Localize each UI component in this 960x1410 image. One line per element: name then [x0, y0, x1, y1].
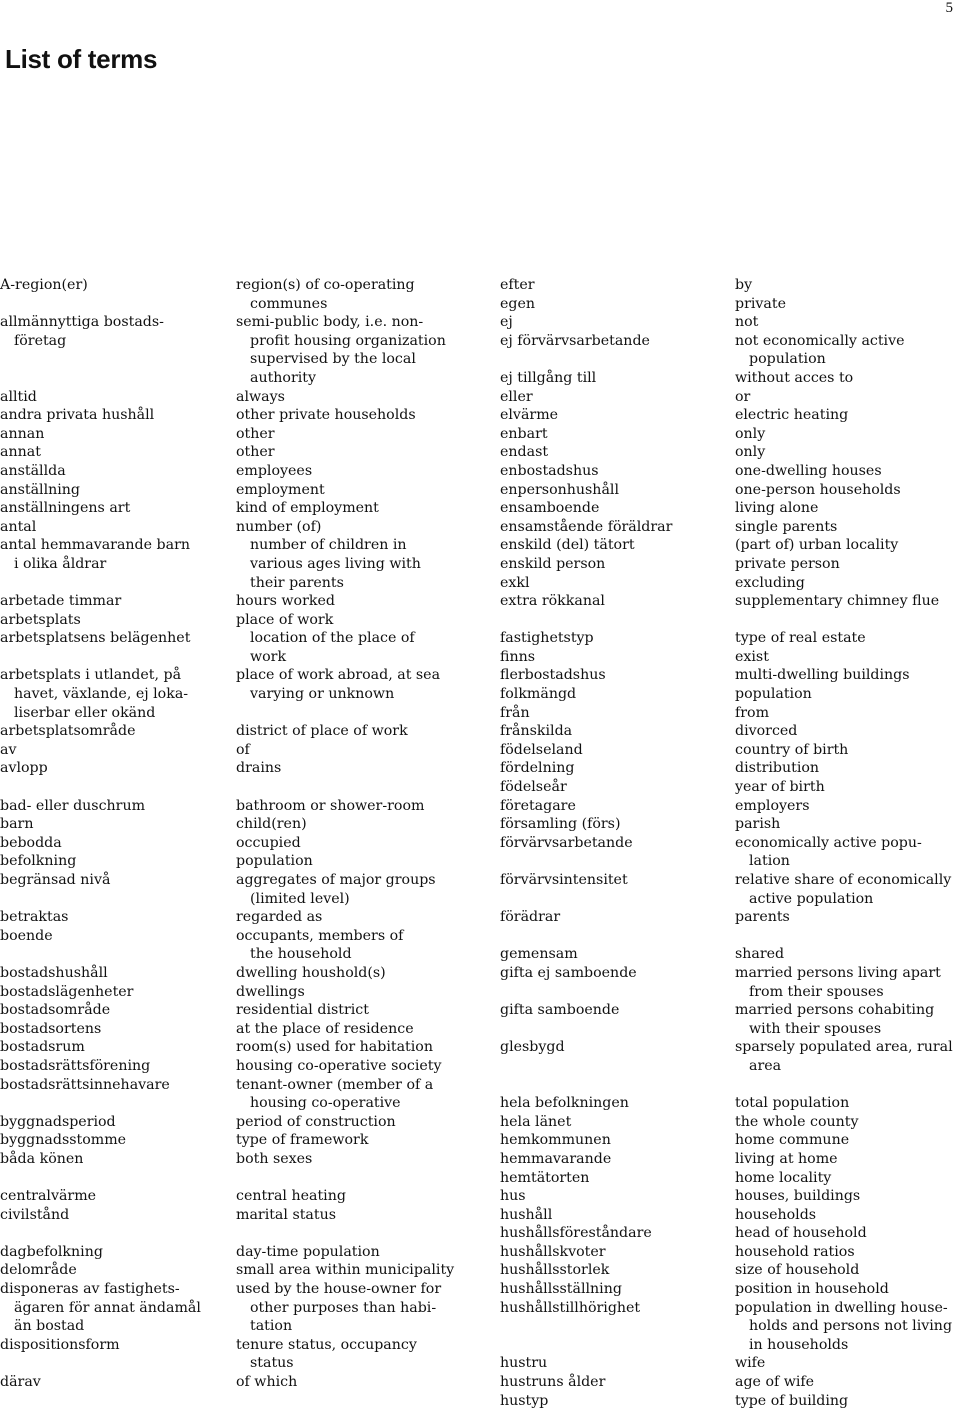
- term-line: betraktas: [0, 909, 69, 926]
- term-line: place of work abroad, at sea: [236, 667, 441, 684]
- blank-line: [735, 611, 953, 630]
- term-line: enbostadshus: [500, 462, 599, 479]
- term-line: hemkommunen: [500, 1132, 611, 1149]
- english-translations-column-2: [735, 276, 953, 1410]
- term-line: arbetade timmar: [0, 593, 122, 610]
- term-line: private person: [735, 555, 840, 572]
- term-line: relative share of economically: [735, 872, 952, 888]
- blank-line: [0, 1094, 201, 1113]
- blank-line: [236, 704, 454, 723]
- term-line: type of real estate: [735, 630, 866, 647]
- page-title: List of terms: [5, 44, 158, 74]
- term-line: barn: [0, 816, 34, 833]
- term-line: hushållskvoter: [500, 1243, 606, 1260]
- term-line: not: [735, 314, 759, 331]
- term-line: region(s) of co-operating: [236, 277, 415, 293]
- term-line: living alone: [735, 500, 819, 517]
- term-line: civilstånd: [0, 1206, 70, 1223]
- term-line: age of wife: [735, 1374, 815, 1391]
- term-line: byggnadsperiod: [0, 1113, 116, 1130]
- term-continuation-line: housing co-operative: [250, 1095, 401, 1112]
- term-line: hushållsställning: [500, 1281, 622, 1298]
- term-line: population in dwelling house-: [735, 1299, 948, 1316]
- term-line: residential district: [236, 1002, 369, 1019]
- term-line: båda könen: [0, 1150, 84, 1167]
- term-line: hushållsstorlek: [500, 1262, 610, 1279]
- term-line: total population: [735, 1095, 850, 1112]
- blank-line: [500, 1317, 672, 1336]
- english-translations-column-1: [236, 276, 454, 1392]
- term-line: aggregates of major groups: [236, 872, 436, 888]
- term-line: married persons cohabiting: [735, 1002, 935, 1019]
- term-line: always: [236, 388, 285, 405]
- term-line: arbetsplatsens belägenhet: [0, 630, 191, 647]
- term-line: exkl: [500, 574, 530, 591]
- term-line: bostadsrättsförening: [0, 1057, 151, 1074]
- term-line: enskild (del) tätort: [500, 537, 635, 554]
- term-line: occupied: [236, 834, 301, 851]
- term-line: at the place of residence: [236, 1020, 414, 1037]
- term-line: bostadsområde: [0, 1002, 111, 1019]
- term-line: fördelning: [500, 760, 575, 777]
- term-line: hela länet: [500, 1113, 572, 1130]
- term-continuation-line: lation: [749, 853, 790, 870]
- term-continuation-line: supervised by the local: [250, 351, 416, 368]
- term-line: förädrar: [500, 909, 561, 926]
- term-line: glesbygd: [500, 1039, 565, 1056]
- term-line: ej tillgång till: [500, 369, 597, 386]
- term-line: wife: [735, 1355, 766, 1372]
- term-line: housing co-operative society: [236, 1057, 442, 1074]
- term-line: anställningens art: [0, 500, 131, 517]
- term-line: employers: [735, 797, 810, 814]
- term-line: other: [236, 444, 275, 461]
- term-line: both sexes: [236, 1150, 313, 1167]
- term-line: divorced: [735, 723, 798, 740]
- term-line: hours worked: [236, 593, 335, 610]
- term-line: disponeras av fastighets-: [0, 1281, 180, 1298]
- term-line: annan: [0, 425, 45, 442]
- term-line: multi-dwelling buildings: [735, 667, 910, 684]
- term-line: period of construction: [236, 1113, 396, 1130]
- blank-line: [0, 1169, 201, 1188]
- term-line: district of place of work: [236, 723, 408, 740]
- term-line: central heating: [236, 1188, 346, 1205]
- term-line: av: [0, 741, 17, 758]
- blank-line: [0, 295, 201, 314]
- term-line: day-time population: [236, 1243, 380, 1260]
- swedish-terms-column-1: [0, 276, 201, 1392]
- term-line: shared: [735, 946, 785, 963]
- term-line: flerbostadshus: [500, 667, 606, 684]
- term-line: semi-public body, i.e. non-: [236, 314, 424, 331]
- term-line: egen: [500, 295, 536, 312]
- term-line: head of household: [735, 1225, 867, 1242]
- blank-line: [0, 350, 201, 369]
- term-line: bostadshushåll: [0, 964, 108, 981]
- term-line: only: [735, 444, 766, 461]
- term-line: other: [236, 425, 275, 442]
- term-line: gifta samboende: [500, 1002, 620, 1019]
- blank-line: [0, 648, 201, 667]
- term-line: delområde: [0, 1262, 77, 1279]
- term-line: household ratios: [735, 1243, 855, 1260]
- term-line: one-dwelling houses: [735, 462, 882, 479]
- term-line: hushållstillhörighet: [500, 1299, 641, 1316]
- term-line: home commune: [735, 1132, 850, 1149]
- term-line: hustru: [500, 1355, 548, 1372]
- term-line: employment: [236, 481, 325, 498]
- blank-line: [236, 1169, 454, 1188]
- term-continuation-line: havet, växlande, ej loka-: [14, 686, 189, 703]
- term-line: extra rökkanal: [500, 593, 605, 610]
- term-line: room(s) used for habitation: [236, 1039, 433, 1056]
- term-line: exist: [735, 648, 769, 665]
- term-line: parish: [735, 816, 781, 833]
- term-line: kind of employment: [236, 500, 379, 517]
- term-line: ensamstående föräldrar: [500, 518, 673, 535]
- term-line: private: [735, 295, 786, 312]
- term-line: förvärvsintensitet: [500, 872, 628, 888]
- blank-line: [0, 369, 201, 388]
- term-line: alltid: [0, 388, 37, 405]
- term-line: A-region(er): [0, 277, 88, 293]
- term-line: from: [735, 704, 770, 721]
- term-line: ensamboende: [500, 500, 600, 517]
- term-line: small area within municipality: [236, 1262, 455, 1279]
- term-line: place of work: [236, 611, 334, 628]
- term-line: country of birth: [735, 741, 849, 758]
- blank-line: [236, 1224, 454, 1243]
- term-line: hustruns ålder: [500, 1374, 606, 1391]
- term-continuation-line: varying or unknown: [250, 686, 395, 703]
- term-line: position in household: [735, 1281, 889, 1298]
- term-line: bostadsortens: [0, 1020, 102, 1037]
- term-line: one-person households: [735, 481, 901, 498]
- term-line: dwellings: [236, 983, 305, 1000]
- term-continuation-line: area: [749, 1057, 782, 1074]
- term-line: anställda: [0, 462, 66, 479]
- term-line: population: [236, 853, 313, 870]
- blank-line: [500, 927, 672, 946]
- term-line: gemensam: [500, 946, 578, 963]
- term-line: frånskilda: [500, 723, 573, 740]
- term-line: eller: [500, 388, 533, 405]
- term-line: bad- eller duschrum: [0, 797, 146, 814]
- term-line: home locality: [735, 1169, 832, 1186]
- term-continuation-line: in households: [749, 1336, 849, 1353]
- term-line: enskild person: [500, 555, 606, 572]
- term-continuation-line: communes: [250, 295, 328, 312]
- term-line: dispositionsform: [0, 1336, 120, 1353]
- blank-line: [500, 890, 672, 909]
- term-continuation-line: work: [250, 648, 287, 665]
- term-line: type of building: [735, 1392, 849, 1409]
- term-line: child(ren): [236, 816, 307, 833]
- term-line: bostadsrum: [0, 1039, 85, 1056]
- blank-line: [0, 778, 201, 797]
- term-line: arbetsplats i utlandet, på: [0, 667, 182, 684]
- term-line: of: [236, 741, 250, 758]
- term-continuation-line: their parents: [250, 574, 344, 591]
- term-line: enbart: [500, 425, 548, 442]
- blank-line: [500, 1076, 672, 1095]
- term-line: annat: [0, 444, 41, 461]
- term-line: gifta ej samboende: [500, 964, 637, 981]
- term-continuation-line: other purposes than habi-: [250, 1299, 437, 1316]
- term-line: bathroom or shower-room: [236, 797, 425, 814]
- blank-line: [500, 1057, 672, 1076]
- blank-line: [0, 1224, 201, 1243]
- term-continuation-line: status: [250, 1355, 294, 1372]
- term-line: arbetsplatsområde: [0, 723, 136, 740]
- term-line: number (of): [236, 518, 322, 535]
- term-line: hushåll: [500, 1206, 553, 1223]
- term-continuation-line: the household: [250, 946, 352, 963]
- term-line: occupants, members of: [236, 927, 404, 944]
- term-line: allmännyttiga bostads-: [0, 314, 164, 331]
- term-line: type of framework: [236, 1132, 369, 1149]
- blank-line: [500, 1336, 672, 1355]
- term-continuation-line: företag: [14, 332, 67, 349]
- term-line: or: [735, 388, 751, 405]
- term-line: supplementary chimney flue: [735, 593, 940, 610]
- term-line: dagbefolkning: [0, 1243, 103, 1260]
- term-line: hela befolkningen: [500, 1095, 629, 1112]
- blank-line: [500, 852, 672, 871]
- term-continuation-line: from their spouses: [749, 983, 884, 1000]
- term-line: parents: [735, 909, 790, 926]
- term-continuation-line: ägaren för annat ändamål: [14, 1299, 201, 1316]
- term-line: sparsely populated area, rural: [735, 1039, 953, 1056]
- term-continuation-line: various ages living with: [250, 555, 421, 572]
- term-line: antal: [0, 518, 37, 535]
- term-line: födelseår: [500, 779, 567, 796]
- term-line: excluding: [735, 574, 805, 591]
- term-line: födelseland: [500, 741, 583, 758]
- blank-line: [0, 890, 201, 909]
- term-line: economically active popu-: [735, 834, 922, 851]
- term-line: företagare: [500, 797, 576, 814]
- term-line: households: [735, 1206, 817, 1223]
- term-continuation-line: population: [749, 351, 826, 368]
- term-line: finns: [500, 648, 536, 665]
- term-line: employees: [236, 462, 313, 479]
- term-line: hemmavarande: [500, 1150, 612, 1167]
- swedish-terms-column-2: [500, 276, 672, 1410]
- term-line: drains: [236, 760, 282, 777]
- term-line: byggnadsstomme: [0, 1132, 127, 1149]
- term-line: size of household: [735, 1262, 860, 1279]
- term-line: bebodda: [0, 834, 62, 851]
- term-line: andra privata hushåll: [0, 407, 155, 424]
- term-line: enpersonhushåll: [500, 481, 619, 498]
- term-line: used by the house-owner for: [236, 1281, 442, 1298]
- term-continuation-line: i olika åldrar: [14, 555, 107, 572]
- term-line: single parents: [735, 518, 838, 535]
- term-line: the whole county: [735, 1113, 859, 1130]
- term-line: of which: [236, 1374, 298, 1391]
- blank-line: [0, 945, 201, 964]
- term-line: bostadsrättsinnehavare: [0, 1076, 170, 1093]
- term-line: hustyp: [500, 1392, 549, 1409]
- blank-line: [500, 611, 672, 630]
- term-line: ej förvärvsarbetande: [500, 332, 650, 349]
- page-number: 5: [945, 0, 953, 16]
- term-line: marital status: [236, 1206, 336, 1223]
- term-line: arbetsplats: [0, 611, 81, 628]
- term-line: därav: [0, 1374, 41, 1391]
- term-continuation-line: liserbar eller okänd: [14, 704, 156, 721]
- blank-line: [500, 983, 672, 1002]
- term-line: other private households: [236, 407, 416, 424]
- term-continuation-line: profit housing organization: [250, 332, 446, 349]
- term-line: tenant-owner (member of a: [236, 1076, 434, 1093]
- term-line: by: [735, 277, 753, 293]
- term-continuation-line: authority: [250, 369, 317, 386]
- term-line: efter: [500, 277, 535, 293]
- blank-line: [735, 1076, 953, 1095]
- term-line: population: [735, 686, 812, 703]
- term-line: electric heating: [735, 407, 849, 424]
- term-line: only: [735, 425, 766, 442]
- term-line: fastighetstyp: [500, 630, 594, 647]
- term-line: without acces to: [735, 369, 854, 386]
- term-line: avlopp: [0, 760, 48, 777]
- term-line: tenure status, occupancy: [236, 1336, 417, 1353]
- term-continuation-line: active population: [749, 890, 874, 907]
- term-line: hemtätorten: [500, 1169, 590, 1186]
- term-line: married persons living apart: [735, 964, 941, 981]
- term-continuation-line: location of the place of: [250, 630, 415, 647]
- term-line: centralvärme: [0, 1188, 97, 1205]
- term-line: befolkning: [0, 853, 77, 870]
- blank-line: [0, 574, 201, 593]
- term-line: folkmängd: [500, 686, 577, 703]
- term-line: ej: [500, 314, 513, 331]
- term-continuation-line: with their spouses: [749, 1020, 882, 1037]
- term-line: antal hemmavarande barn: [0, 537, 191, 554]
- term-line: year of birth: [735, 779, 825, 796]
- term-continuation-line: number of children in: [250, 537, 407, 554]
- term-line: houses, buildings: [735, 1188, 861, 1205]
- term-line: distribution: [735, 760, 820, 777]
- term-line: anställning: [0, 481, 81, 498]
- term-line: elvärme: [500, 407, 559, 424]
- blank-line: [500, 350, 672, 369]
- term-line: not economically active: [735, 332, 905, 349]
- term-continuation-line: tation: [250, 1318, 293, 1335]
- term-line: boende: [0, 927, 53, 944]
- term-continuation-line: (limited level): [250, 890, 350, 907]
- term-line: förvärvsarbetande: [500, 834, 633, 851]
- term-line: living at home: [735, 1150, 838, 1167]
- term-line: församling (förs): [500, 816, 621, 833]
- term-continuation-line: holds and persons not living: [749, 1318, 953, 1335]
- blank-line: [236, 778, 454, 797]
- blank-line: [735, 927, 953, 946]
- term-line: bostadslägenheter: [0, 983, 134, 1000]
- term-line: regarded as: [236, 909, 323, 926]
- term-line: begränsad nivå: [0, 872, 111, 888]
- term-line: dwelling houshold(s): [236, 964, 386, 981]
- term-continuation-line: än bostad: [14, 1318, 85, 1335]
- term-line: från: [500, 704, 530, 721]
- blank-line: [0, 1354, 201, 1373]
- term-line: hus: [500, 1188, 526, 1205]
- term-line: (part of) urban locality: [735, 537, 899, 554]
- term-line: hushållsföreståndare: [500, 1225, 652, 1242]
- term-line: endast: [500, 444, 549, 461]
- blank-line: [500, 1020, 672, 1039]
